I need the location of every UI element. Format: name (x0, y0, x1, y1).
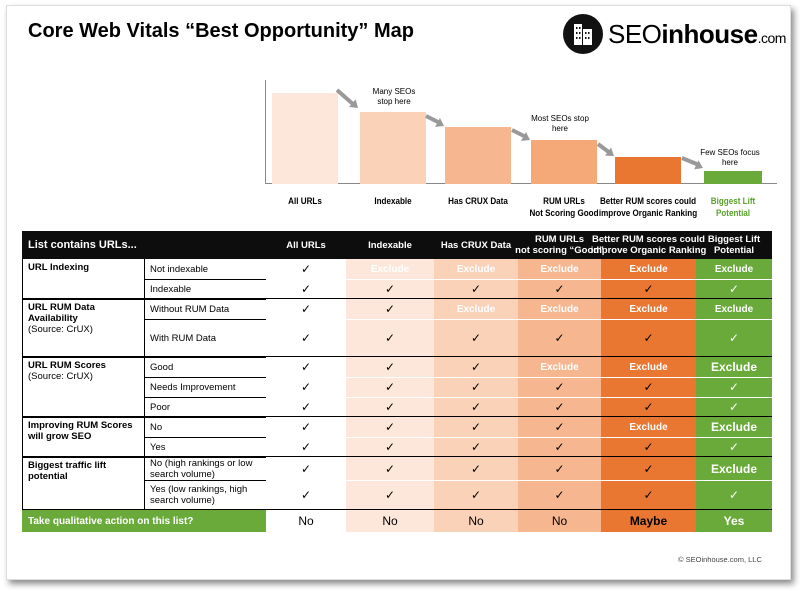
column-header: RUM URLs not scoring “Good” (515, 234, 604, 256)
table-header-label: List contains URLs... (28, 239, 137, 251)
row-label: Yes (low rankings, high search volume) (144, 480, 266, 510)
action-cell: Maybe (601, 510, 696, 532)
table-header-row (22, 231, 772, 259)
exclude-cell: Exclude (696, 417, 772, 437)
row-label: Good (144, 357, 266, 377)
logo-wordmark: SEOinhouse.com (608, 18, 786, 49)
section-label (22, 457, 144, 510)
arrow-icon (682, 158, 699, 165)
exclude-cell: Exclude (434, 299, 518, 319)
funnel-label: Indexable (374, 196, 412, 207)
check-cell: ✓ (601, 457, 696, 480)
check-cell: ✓ (434, 397, 518, 417)
check-cell: ✓ (434, 457, 518, 480)
exclude-cell: Exclude (601, 417, 696, 437)
check-cell: ✓ (346, 319, 434, 357)
check-cell: ✓ (696, 397, 772, 417)
check-cell: ✓ (601, 319, 696, 357)
check-cell: ✓ (518, 397, 601, 417)
funnel-note: Many SEOs stop here (372, 87, 416, 106)
row-divider-label (144, 397, 266, 398)
exclude-cell: Exclude (601, 299, 696, 319)
action-cell: Yes (696, 510, 772, 532)
row-label: No (high rankings or low search volume) (144, 457, 266, 480)
funnel-label: Biggest Lift Potential (710, 196, 756, 219)
row-label: Needs Improvement (144, 377, 266, 397)
check-cell: ✓ (346, 357, 434, 377)
check-cell: ✓ (346, 437, 434, 457)
funnel-label: All URLs (288, 196, 322, 207)
check-cell: ✓ (434, 417, 518, 437)
funnel-note: Most SEOs stop here (531, 114, 589, 133)
check-cell: ✓ (346, 397, 434, 417)
row-divider-label (144, 480, 266, 481)
funnel-label: Has CRUX Data (448, 196, 508, 207)
exclude-cell: Exclude (696, 357, 772, 377)
exclude-cell: Exclude (601, 357, 696, 377)
action-cell: No (266, 510, 346, 532)
check-cell: ✓ (266, 397, 346, 417)
exclude-cell: Exclude (601, 259, 696, 279)
section-title: URL RUM Scores (28, 360, 106, 371)
check-cell: ✓ (266, 437, 346, 457)
check-cell: ✓ (266, 357, 346, 377)
funnel-label: Better RUM scores could improve Organic Ranking (598, 196, 698, 219)
check-cell: ✓ (696, 377, 772, 397)
arrow-icon (337, 90, 354, 105)
check-cell: ✓ (696, 279, 772, 299)
check-cell: ✓ (266, 279, 346, 299)
section-label (22, 417, 144, 457)
section-title: Improving RUM Scores will grow SEO (28, 420, 133, 442)
check-cell: ✓ (518, 480, 601, 510)
action-cell: No (518, 510, 601, 532)
check-cell: ✓ (518, 417, 601, 437)
column-header: Has CRUX Data (440, 239, 512, 251)
check-cell: ✓ (346, 299, 434, 319)
check-cell: ✓ (266, 480, 346, 510)
check-cell: ✓ (601, 279, 696, 299)
check-cell: ✓ (434, 377, 518, 397)
page-title: Core Web Vitals “Best Opportunity” Map (28, 20, 414, 42)
section-label (22, 259, 144, 299)
row-label: Indexable (144, 279, 266, 299)
funnel-label: RUM URLs Not Scoring Good (529, 196, 599, 219)
column-header: All URLs (286, 239, 326, 251)
section-source: (Source: CrUX) (28, 324, 93, 335)
check-cell: ✓ (518, 279, 601, 299)
check-cell: ✓ (346, 377, 434, 397)
row-label: Yes (144, 437, 266, 457)
section-label (22, 357, 144, 417)
check-cell: ✓ (266, 299, 346, 319)
exclude-cell: Exclude (518, 299, 601, 319)
check-cell: ✓ (266, 319, 346, 357)
copyright-text: © SEOinhouse.com, LLC (678, 555, 762, 564)
section-source: (Source: CrUX) (28, 371, 93, 382)
action-cell: No (434, 510, 518, 532)
row-label: Poor (144, 397, 266, 417)
section-title: Biggest traffic lift potential (28, 460, 107, 482)
check-cell: ✓ (434, 357, 518, 377)
check-cell: ✓ (266, 457, 346, 480)
row-label: Not indexable (144, 259, 266, 279)
row-label: Without RUM Data (144, 299, 266, 319)
row-divider-label (144, 377, 266, 378)
check-cell: ✓ (601, 397, 696, 417)
check-cell: ✓ (346, 480, 434, 510)
exclude-cell: Exclude (696, 259, 772, 279)
check-cell: ✓ (434, 480, 518, 510)
exclude-cell: Exclude (518, 357, 601, 377)
check-cell: ✓ (346, 457, 434, 480)
exclude-cell: Exclude (434, 259, 518, 279)
section-title: URL RUM Data Availability (28, 302, 95, 324)
exclude-cell: Exclude (696, 299, 772, 319)
row-divider-label (144, 279, 266, 280)
exclude-cell: Exclude (346, 259, 434, 279)
exclude-cell: Exclude (518, 259, 601, 279)
check-cell: ✓ (696, 480, 772, 510)
check-cell: ✓ (518, 319, 601, 357)
check-cell: ✓ (601, 377, 696, 397)
check-cell: ✓ (518, 437, 601, 457)
check-cell: ✓ (601, 437, 696, 457)
check-cell: ✓ (518, 457, 601, 480)
check-cell: ✓ (601, 480, 696, 510)
section-title: URL Indexing (28, 262, 90, 273)
column-header: Biggest Lift Potential (707, 234, 761, 256)
row-label: With RUM Data (144, 319, 266, 357)
row-divider-label (144, 319, 266, 320)
check-cell: ✓ (266, 417, 346, 437)
check-cell: ✓ (346, 417, 434, 437)
exclude-cell: Exclude (696, 457, 772, 480)
table-left-border (22, 259, 23, 510)
check-cell: ✓ (266, 377, 346, 397)
check-cell: ✓ (434, 319, 518, 357)
column-header: Indexable (368, 239, 412, 251)
section-label (22, 299, 144, 357)
funnel-note: Few SEOs focus here (700, 148, 760, 167)
check-cell: ✓ (696, 319, 772, 357)
check-cell: ✓ (434, 279, 518, 299)
check-cell: ✓ (346, 279, 434, 299)
action-cell: No (346, 510, 434, 532)
check-cell: ✓ (266, 259, 346, 279)
row-label: No (144, 417, 266, 437)
check-cell: ✓ (434, 437, 518, 457)
check-cell: ✓ (696, 437, 772, 457)
column-header: Better RUM scores could improve Organic Ranking (590, 234, 707, 256)
table-footer-row (22, 510, 772, 532)
row-divider-label (144, 437, 266, 438)
footer-label: Take qualitative action on this list? (22, 510, 266, 532)
check-cell: ✓ (518, 377, 601, 397)
